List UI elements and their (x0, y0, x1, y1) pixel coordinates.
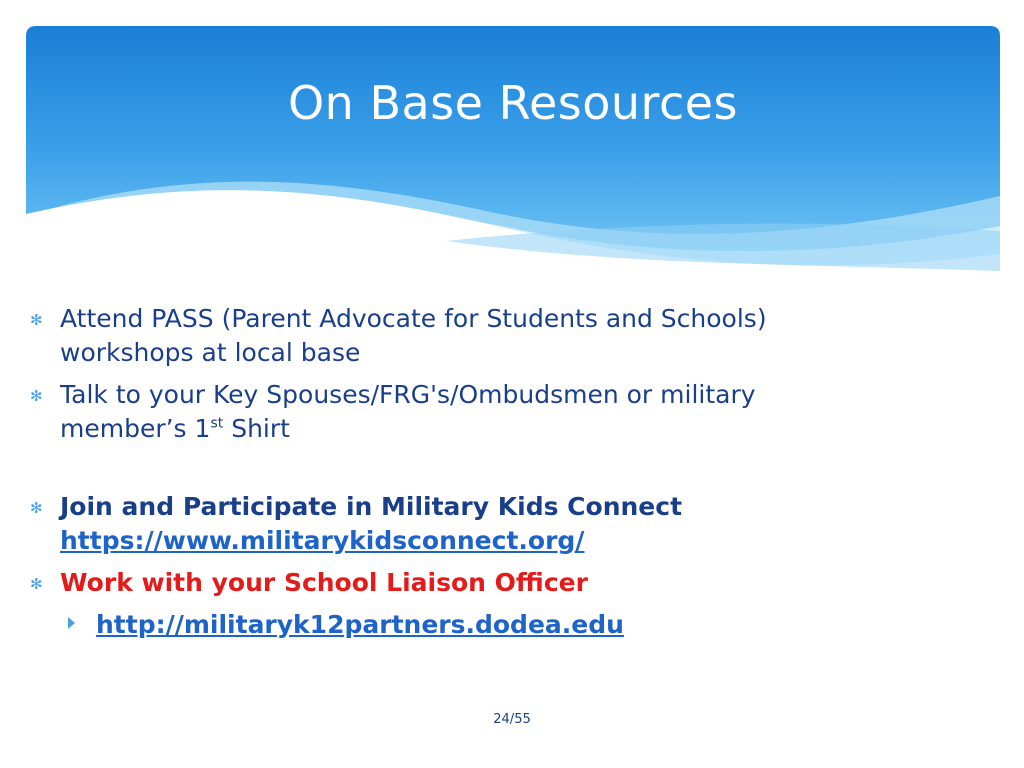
bullet-text-line: Attend PASS (Parent Advocate for Students and Schools) (60, 304, 767, 333)
bullet-item-school-liaison (30, 566, 990, 600)
bullet-item-military-kids-connect (30, 490, 990, 558)
title-banner (26, 26, 1000, 286)
asterisk-bullet-icon: ✻ (30, 575, 43, 593)
triangle-bullet-icon (68, 617, 75, 629)
slide-title: On Base Resources (287, 76, 739, 130)
asterisk-bullet-icon: ✻ (30, 387, 43, 405)
sub-bullet-item-dodea (30, 608, 990, 642)
superscript: st (210, 415, 224, 432)
military-kids-connect-link[interactable]: https://www.militarykidsconnect.org/ (60, 526, 585, 555)
asterisk-bullet-icon: ✻ (30, 311, 43, 329)
bullet-text-line: Talk to your Key Spouses/FRG's/Ombudsmen or military (60, 380, 756, 409)
banner-wave-graphic (26, 26, 1000, 286)
bullet-item-pass (30, 302, 990, 370)
bullet-text-line: Join and Participate in Military Kids Connect (60, 492, 683, 521)
asterisk-bullet-icon: ✻ (30, 499, 43, 517)
page-number: 24/55 (493, 712, 531, 727)
dodea-partners-link[interactable]: http://militaryk12partners.dodea.edu (96, 610, 624, 639)
bullet-text-part: Shirt (223, 414, 290, 443)
bullet-text-line: Work with your School Liaison Officer (60, 568, 588, 597)
bullet-text-part: member’s 1 (60, 414, 211, 443)
bullet-text-line (60, 412, 990, 446)
bullet-list (30, 302, 990, 642)
bullet-item-key-spouses (30, 378, 990, 446)
bullet-text-line: workshops at local base (60, 338, 361, 367)
